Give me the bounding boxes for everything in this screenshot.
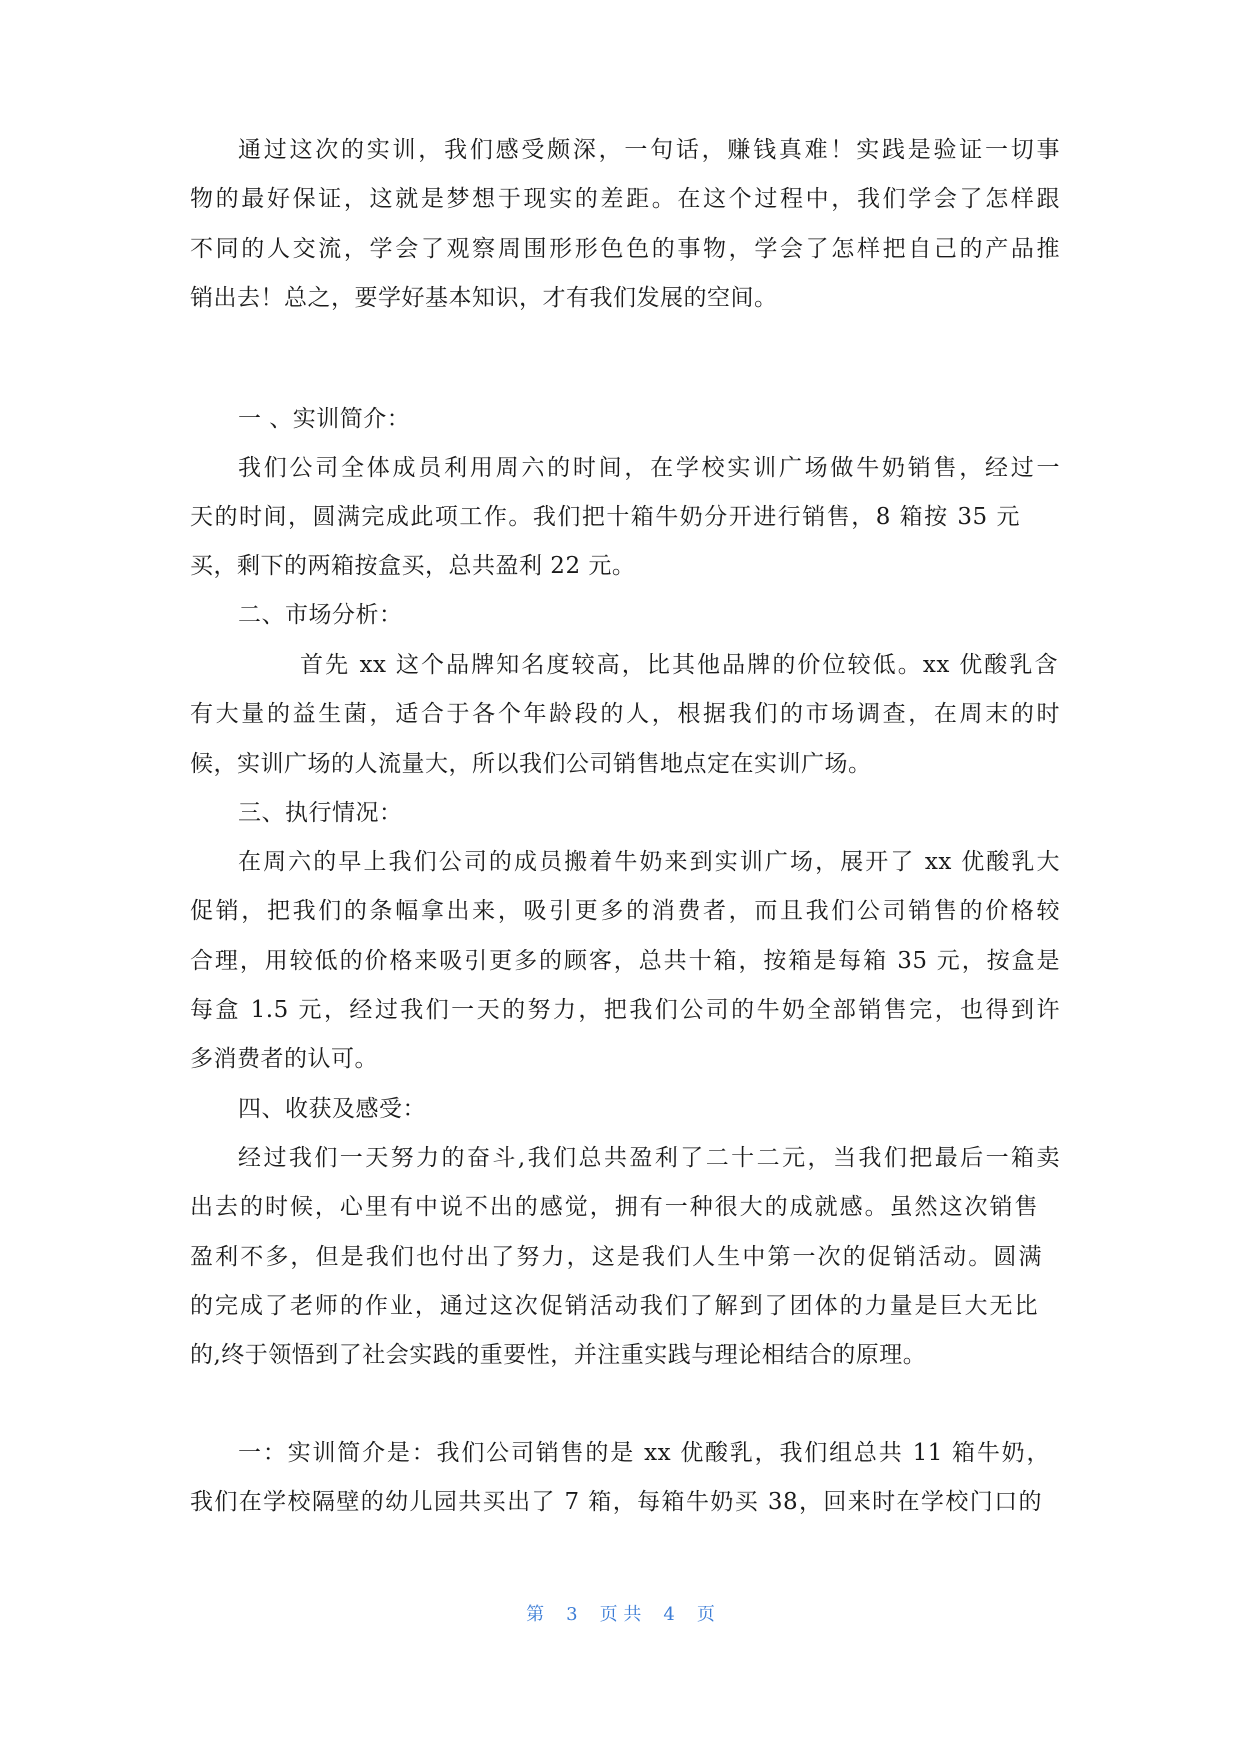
paragraph-line: 不同的人交流，学会了观察周围形形色色的事物，学会了怎样把自己的产品推 [190,236,1060,262]
section-heading: 三、执行情况： [238,800,403,826]
paragraph-line: 促销，把我们的条幅拿出来，吸引更多的消费者，而且我们公司销售的价格较 [190,898,1060,924]
section-heading: 二、市场分析： [238,602,403,628]
paragraph-line: 盈利不多，但是我们也付出了努力，这是我们人生中第一次的促销活动。圆满 [190,1244,1042,1270]
paragraph-line: 候，实训广场的人流量大，所以我们公司销售地点定在实训广场。 [190,751,872,777]
paragraph-line: 我们在学校隔壁的幼儿园共买出了 7 箱，每箱牛奶买 38，回来时在学校门口的 [190,1489,1042,1515]
paragraph-line: 销出去！总之，要学好基本知识，才有我们发展的空间。 [190,285,778,311]
paragraph-line: 每盒 1.5 元，经过我们一天的努力，把我们公司的牛奶全部销售完，也得到许 [190,997,1060,1023]
paragraph-line: 物的最好保证，这就是梦想于现实的差距。在这个过程中，我们学会了怎样跟 [190,186,1060,212]
paragraph-line: 买，剩下的两箱按盒买，总共盈利 22 元。 [190,553,636,579]
paragraph-line: 出去的时候，心里有中说不出的感觉，拥有一种很大的成就感。虽然这次销售 [190,1194,1038,1220]
paragraph-line: 在周六的早上我们公司的成员搬着牛奶来到实训广场，展开了 xx 优酸乳大 [238,849,1060,875]
paragraph-line: 经过我们一天努力的奋斗,我们总共盈利了二十二元，当我们把最后一箱卖 [238,1145,1060,1171]
page-label-suffix: 页 [696,1604,715,1625]
page-footer [0,1600,1241,1626]
page-label-mid: 页 共 [599,1604,642,1625]
paragraph-line: 我们公司全体成员利用周六的时间，在学校实训广场做牛奶销售，经过一 [238,455,1060,481]
section-heading: 四、收获及感受： [238,1096,426,1122]
paragraph-line: 一：实训简介是：我们公司销售的是 xx 优酸乳，我们组总共 11 箱牛奶， [238,1440,1050,1466]
paragraph-line: 合理，用较低的价格来吸引更多的顾客，总共十箱，按箱是每箱 35 元，按盒是 [190,948,1060,974]
current-page-number: 3 [566,1604,578,1625]
paragraph-line: 首先 xx 这个品牌知名度较高，比其他品牌的价位较低。xx 优酸乳含 [300,652,1058,678]
total-pages-number: 4 [663,1604,675,1625]
page-label-prefix: 第 [526,1604,545,1625]
paragraph-line: 有大量的益生菌，适合于各个年龄段的人，根据我们的市场调查，在周末的时 [190,701,1060,727]
section-heading: 一 、实训简介： [238,406,411,432]
paragraph-line: 天的时间，圆满完成此项工作。我们把十箱牛奶分开进行销售，8 箱按 35 元 [190,504,1020,530]
paragraph-line: 通过这次的实训，我们感受颇深，一句话，赚钱真难！实践是验证一切事 [238,137,1060,163]
paragraph-line: 多消费者的认可。 [190,1046,378,1072]
paragraph-line: 的,终于领悟到了社会实践的重要性，并注重实践与理论相结合的原理。 [190,1342,927,1368]
paragraph-line: 的完成了老师的作业，通过这次促销活动我们了解到了团体的力量是巨大无比 [190,1293,1038,1319]
